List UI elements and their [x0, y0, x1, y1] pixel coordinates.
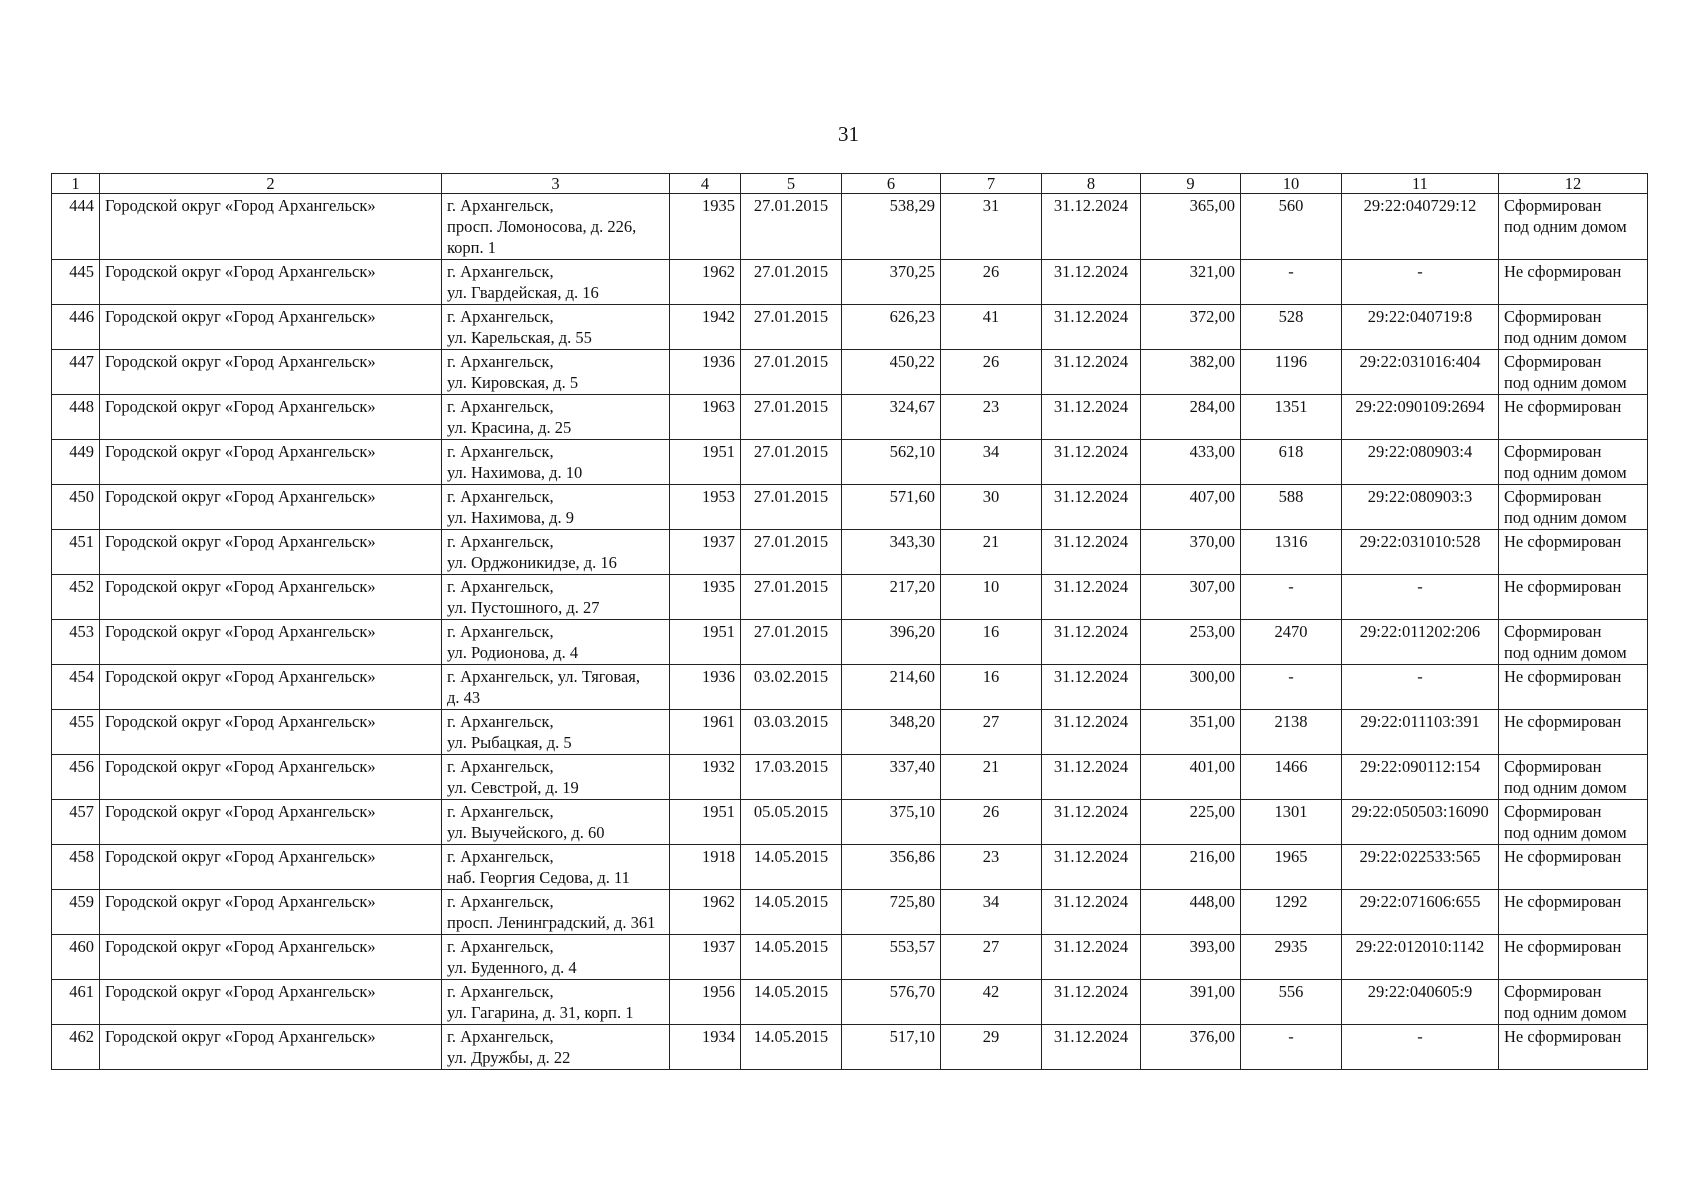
cadastral-number-cell: 29:22:031010:528	[1342, 530, 1499, 575]
residents-count-cell: 27	[941, 935, 1042, 980]
recognition-date-cell: 27.01.2015	[741, 530, 842, 575]
area-cell: 576,70	[842, 980, 941, 1025]
municipality-cell: Городской округ «Город Архангельск»	[100, 575, 442, 620]
column-9-value-cell: 393,00	[1141, 935, 1241, 980]
year-built-cell: 1934	[670, 1025, 741, 1070]
land-plot-status-cell: Сформирован под одним домом	[1499, 755, 1648, 800]
residents-count-cell: 41	[941, 305, 1042, 350]
address-cell: г. Архангельск, ул. Севстрой, д. 19	[442, 755, 670, 800]
municipality-cell: Городской округ «Город Архангельск»	[100, 395, 442, 440]
table-row	[52, 305, 1648, 350]
area-cell: 571,60	[842, 485, 941, 530]
area-cell: 562,10	[842, 440, 941, 485]
cadastral-number-cell: 29:22:011202:206	[1342, 620, 1499, 665]
land-area-cell: -	[1241, 575, 1342, 620]
land-area-cell: 528	[1241, 305, 1342, 350]
year-built-cell: 1951	[670, 800, 741, 845]
cadastral-number-cell: 29:22:031016:404	[1342, 350, 1499, 395]
year-built-cell: 1963	[670, 395, 741, 440]
municipality-cell: Городской округ «Город Архангельск»	[100, 755, 442, 800]
cadastral-number-cell: -	[1342, 665, 1499, 710]
residents-count-cell: 30	[941, 485, 1042, 530]
address-cell: г. Архангельск, наб. Георгия Седова, д. 11	[442, 845, 670, 890]
address-cell: г. Архангельск, ул. Пустошного, д. 27	[442, 575, 670, 620]
land-area-cell: 1301	[1241, 800, 1342, 845]
cadastral-number-cell: 29:22:040605:9	[1342, 980, 1499, 1025]
address-cell: г. Архангельск, ул. Дружбы, д. 22	[442, 1025, 670, 1070]
table-row	[52, 620, 1648, 665]
residents-count-cell: 42	[941, 980, 1042, 1025]
address-cell: г. Архангельск, ул. Карельская, д. 55	[442, 305, 670, 350]
row-number: 460	[52, 935, 100, 980]
table-row	[52, 710, 1648, 755]
resettlement-deadline-cell: 31.12.2024	[1042, 260, 1141, 305]
column-9-value-cell: 284,00	[1141, 395, 1241, 440]
recognition-date-cell: 27.01.2015	[741, 620, 842, 665]
cadastral-number-cell: -	[1342, 575, 1499, 620]
column-header: 2	[100, 174, 442, 194]
residents-count-cell: 26	[941, 260, 1042, 305]
residents-count-cell: 10	[941, 575, 1042, 620]
address-cell: г. Архангельск, ул. Нахимова, д. 10	[442, 440, 670, 485]
column-header: 9	[1141, 174, 1241, 194]
land-area-cell: 2470	[1241, 620, 1342, 665]
address-cell: г. Архангельск, просп. Ломоносова, д. 226, корп. 1	[442, 194, 670, 260]
address-cell: г. Архангельск, ул. Гагарина, д. 31, корп. 1	[442, 980, 670, 1025]
land-area-cell: 556	[1241, 980, 1342, 1025]
residents-count-cell: 21	[941, 755, 1042, 800]
row-number: 444	[52, 194, 100, 260]
resettlement-deadline-cell: 31.12.2024	[1042, 755, 1141, 800]
resettlement-deadline-cell: 31.12.2024	[1042, 575, 1141, 620]
column-9-value-cell: 401,00	[1141, 755, 1241, 800]
area-cell: 356,86	[842, 845, 941, 890]
column-header: 5	[741, 174, 842, 194]
table-row	[52, 935, 1648, 980]
table-row	[52, 260, 1648, 305]
resettlement-deadline-cell: 31.12.2024	[1042, 1025, 1141, 1070]
resettlement-deadline-cell: 31.12.2024	[1042, 530, 1141, 575]
cadastral-number-cell: -	[1342, 1025, 1499, 1070]
row-number: 446	[52, 305, 100, 350]
column-header: 7	[941, 174, 1042, 194]
column-header: 10	[1241, 174, 1342, 194]
land-plot-status-cell: Не сформирован	[1499, 1025, 1648, 1070]
land-area-cell: 2935	[1241, 935, 1342, 980]
land-plot-status-cell: Сформирован под одним домом	[1499, 194, 1648, 260]
land-area-cell: -	[1241, 665, 1342, 710]
area-cell: 217,20	[842, 575, 941, 620]
recognition-date-cell: 17.03.2015	[741, 755, 842, 800]
table-row	[52, 485, 1648, 530]
column-9-value-cell: 382,00	[1141, 350, 1241, 395]
land-area-cell: -	[1241, 260, 1342, 305]
resettlement-deadline-cell: 31.12.2024	[1042, 935, 1141, 980]
recognition-date-cell: 27.01.2015	[741, 395, 842, 440]
year-built-cell: 1942	[670, 305, 741, 350]
area-cell: 324,67	[842, 395, 941, 440]
resettlement-deadline-cell: 31.12.2024	[1042, 194, 1141, 260]
column-header: 4	[670, 174, 741, 194]
column-9-value-cell: 351,00	[1141, 710, 1241, 755]
cadastral-number-cell: 29:22:050503:16090	[1342, 800, 1499, 845]
land-plot-status-cell: Не сформирован	[1499, 530, 1648, 575]
cadastral-number-cell: 29:22:080903:3	[1342, 485, 1499, 530]
land-area-cell: 2138	[1241, 710, 1342, 755]
row-number: 462	[52, 1025, 100, 1070]
land-area-cell: 1292	[1241, 890, 1342, 935]
area-cell: 343,30	[842, 530, 941, 575]
column-9-value-cell: 407,00	[1141, 485, 1241, 530]
recognition-date-cell: 14.05.2015	[741, 935, 842, 980]
recognition-date-cell: 14.05.2015	[741, 980, 842, 1025]
area-cell: 553,57	[842, 935, 941, 980]
column-header: 12	[1499, 174, 1648, 194]
land-plot-status-cell: Не сформирован	[1499, 665, 1648, 710]
address-cell: г. Архангельск, ул. Кировская, д. 5	[442, 350, 670, 395]
table-row	[52, 980, 1648, 1025]
recognition-date-cell: 14.05.2015	[741, 845, 842, 890]
column-header: 6	[842, 174, 941, 194]
recognition-date-cell: 27.01.2015	[741, 440, 842, 485]
cadastral-number-cell: 29:22:011103:391	[1342, 710, 1499, 755]
address-cell: г. Архангельск, ул. Выучейского, д. 60	[442, 800, 670, 845]
row-number: 454	[52, 665, 100, 710]
cadastral-number-cell: 29:22:022533:565	[1342, 845, 1499, 890]
row-number: 453	[52, 620, 100, 665]
year-built-cell: 1932	[670, 755, 741, 800]
row-number: 450	[52, 485, 100, 530]
column-9-value-cell: 225,00	[1141, 800, 1241, 845]
municipality-cell: Городской округ «Город Архангельск»	[100, 305, 442, 350]
year-built-cell: 1937	[670, 935, 741, 980]
land-plot-status-cell: Сформирован под одним домом	[1499, 800, 1648, 845]
residents-count-cell: 16	[941, 665, 1042, 710]
residents-count-cell: 16	[941, 620, 1042, 665]
address-cell: г. Архангельск, просп. Ленинградский, д. 361	[442, 890, 670, 935]
municipality-cell: Городской округ «Город Архангельск»	[100, 350, 442, 395]
land-plot-status-cell: Сформирован под одним домом	[1499, 440, 1648, 485]
municipality-cell: Городской округ «Город Архангельск»	[100, 845, 442, 890]
resettlement-deadline-cell: 31.12.2024	[1042, 890, 1141, 935]
row-number: 458	[52, 845, 100, 890]
residents-count-cell: 26	[941, 350, 1042, 395]
row-number: 457	[52, 800, 100, 845]
municipality-cell: Городской округ «Город Архангельск»	[100, 800, 442, 845]
land-area-cell: 560	[1241, 194, 1342, 260]
row-number: 447	[52, 350, 100, 395]
land-area-cell: 588	[1241, 485, 1342, 530]
table-row	[52, 530, 1648, 575]
resettlement-deadline-cell: 31.12.2024	[1042, 710, 1141, 755]
land-area-cell: 618	[1241, 440, 1342, 485]
address-cell: г. Архангельск, ул. Тяговая, д. 43	[442, 665, 670, 710]
cadastral-number-cell: 29:22:090112:154	[1342, 755, 1499, 800]
year-built-cell: 1962	[670, 260, 741, 305]
resettlement-deadline-cell: 31.12.2024	[1042, 620, 1141, 665]
cadastral-number-cell: 29:22:071606:655	[1342, 890, 1499, 935]
row-number: 451	[52, 530, 100, 575]
resettlement-deadline-cell: 31.12.2024	[1042, 845, 1141, 890]
column-number-header-row	[52, 174, 1648, 194]
year-built-cell: 1936	[670, 665, 741, 710]
recognition-date-cell: 27.01.2015	[741, 194, 842, 260]
year-built-cell: 1918	[670, 845, 741, 890]
land-area-cell: 1351	[1241, 395, 1342, 440]
residents-count-cell: 26	[941, 800, 1042, 845]
year-built-cell: 1956	[670, 980, 741, 1025]
recognition-date-cell: 27.01.2015	[741, 485, 842, 530]
column-9-value-cell: 307,00	[1141, 575, 1241, 620]
address-cell: г. Архангельск, ул. Нахимова, д. 9	[442, 485, 670, 530]
table-row	[52, 845, 1648, 890]
cadastral-number-cell: 29:22:012010:1142	[1342, 935, 1499, 980]
table-row	[52, 575, 1648, 620]
residents-count-cell: 27	[941, 710, 1042, 755]
recognition-date-cell: 27.01.2015	[741, 575, 842, 620]
residents-count-cell: 23	[941, 845, 1042, 890]
table-row	[52, 890, 1648, 935]
row-number: 448	[52, 395, 100, 440]
municipality-cell: Городской округ «Город Архангельск»	[100, 980, 442, 1025]
recognition-date-cell: 14.05.2015	[741, 1025, 842, 1070]
land-area-cell: 1466	[1241, 755, 1342, 800]
column-header: 1	[52, 174, 100, 194]
table-row	[52, 1025, 1648, 1070]
column-9-value-cell: 300,00	[1141, 665, 1241, 710]
recognition-date-cell: 05.05.2015	[741, 800, 842, 845]
land-plot-status-cell: Не сформирован	[1499, 575, 1648, 620]
table-row	[52, 755, 1648, 800]
column-9-value-cell: 376,00	[1141, 1025, 1241, 1070]
resettlement-deadline-cell: 31.12.2024	[1042, 485, 1141, 530]
address-cell: г. Архангельск, ул. Гвардейская, д. 16	[442, 260, 670, 305]
table-row	[52, 440, 1648, 485]
year-built-cell: 1951	[670, 440, 741, 485]
table-row	[52, 395, 1648, 440]
land-plot-status-cell: Не сформирован	[1499, 260, 1648, 305]
page-number: 31	[838, 122, 859, 146]
table-row	[52, 350, 1648, 395]
cadastral-number-cell: 29:22:080903:4	[1342, 440, 1499, 485]
year-built-cell: 1953	[670, 485, 741, 530]
row-number: 449	[52, 440, 100, 485]
column-9-value-cell: 253,00	[1141, 620, 1241, 665]
year-built-cell: 1962	[670, 890, 741, 935]
year-built-cell: 1936	[670, 350, 741, 395]
resettlement-deadline-cell: 31.12.2024	[1042, 440, 1141, 485]
column-9-value-cell: 216,00	[1141, 845, 1241, 890]
municipality-cell: Городской округ «Город Архангельск»	[100, 194, 442, 260]
address-cell: г. Архангельск, ул. Буденного, д. 4	[442, 935, 670, 980]
row-number: 452	[52, 575, 100, 620]
address-cell: г. Архангельск, ул. Орджоникидзе, д. 16	[442, 530, 670, 575]
land-plot-status-cell: Сформирован под одним домом	[1499, 620, 1648, 665]
resettlement-deadline-cell: 31.12.2024	[1042, 305, 1141, 350]
year-built-cell: 1951	[670, 620, 741, 665]
land-plot-status-cell: Сформирован под одним домом	[1499, 485, 1648, 530]
year-built-cell: 1937	[670, 530, 741, 575]
table-row	[52, 194, 1648, 260]
resettlement-deadline-cell: 31.12.2024	[1042, 665, 1141, 710]
address-cell: г. Архангельск, ул. Рыбацкая, д. 5	[442, 710, 670, 755]
table-row	[52, 665, 1648, 710]
column-9-value-cell: 372,00	[1141, 305, 1241, 350]
area-cell: 450,22	[842, 350, 941, 395]
resettlement-deadline-cell: 31.12.2024	[1042, 395, 1141, 440]
area-cell: 517,10	[842, 1025, 941, 1070]
municipality-cell: Городской округ «Город Архангельск»	[100, 260, 442, 305]
area-cell: 375,10	[842, 800, 941, 845]
table-body	[52, 174, 1648, 1070]
resettlement-deadline-cell: 31.12.2024	[1042, 800, 1141, 845]
area-cell: 214,60	[842, 665, 941, 710]
area-cell: 626,23	[842, 305, 941, 350]
residents-count-cell: 29	[941, 1025, 1042, 1070]
land-plot-status-cell: Не сформирован	[1499, 845, 1648, 890]
area-cell: 348,20	[842, 710, 941, 755]
column-header: 11	[1342, 174, 1499, 194]
municipality-cell: Городской округ «Город Архангельск»	[100, 530, 442, 575]
address-cell: г. Архангельск, ул. Красина, д. 25	[442, 395, 670, 440]
municipality-cell: Городской округ «Город Архангельск»	[100, 620, 442, 665]
land-plot-status-cell: Не сформирован	[1499, 395, 1648, 440]
table-row	[52, 800, 1648, 845]
resettlement-deadline-cell: 31.12.2024	[1042, 350, 1141, 395]
area-cell: 370,25	[842, 260, 941, 305]
land-plot-status-cell: Не сформирован	[1499, 710, 1648, 755]
land-plot-status-cell: Сформирован под одним домом	[1499, 980, 1648, 1025]
column-9-value-cell: 365,00	[1141, 194, 1241, 260]
row-number: 461	[52, 980, 100, 1025]
cadastral-number-cell: 29:22:090109:2694	[1342, 395, 1499, 440]
column-header: 3	[442, 174, 670, 194]
municipality-cell: Городской округ «Город Архангельск»	[100, 710, 442, 755]
area-cell: 396,20	[842, 620, 941, 665]
housing-registry-table	[51, 173, 1648, 1070]
cadastral-number-cell: 29:22:040719:8	[1342, 305, 1499, 350]
row-number: 455	[52, 710, 100, 755]
row-number: 459	[52, 890, 100, 935]
row-number: 445	[52, 260, 100, 305]
land-area-cell: -	[1241, 1025, 1342, 1070]
land-area-cell: 1965	[1241, 845, 1342, 890]
column-9-value-cell: 391,00	[1141, 980, 1241, 1025]
year-built-cell: 1961	[670, 710, 741, 755]
cadastral-number-cell: 29:22:040729:12	[1342, 194, 1499, 260]
municipality-cell: Городской округ «Город Архангельск»	[100, 665, 442, 710]
residents-count-cell: 34	[941, 440, 1042, 485]
recognition-date-cell: 03.03.2015	[741, 710, 842, 755]
municipality-cell: Городской округ «Город Архангельск»	[100, 890, 442, 935]
municipality-cell: Городской округ «Город Архангельск»	[100, 1025, 442, 1070]
area-cell: 538,29	[842, 194, 941, 260]
resettlement-deadline-cell: 31.12.2024	[1042, 980, 1141, 1025]
column-header: 8	[1042, 174, 1141, 194]
address-cell: г. Архангельск, ул. Родионова, д. 4	[442, 620, 670, 665]
recognition-date-cell: 14.05.2015	[741, 890, 842, 935]
year-built-cell: 1935	[670, 575, 741, 620]
column-9-value-cell: 370,00	[1141, 530, 1241, 575]
row-number: 456	[52, 755, 100, 800]
land-plot-status-cell: Сформирован под одним домом	[1499, 305, 1648, 350]
land-plot-status-cell: Не сформирован	[1499, 890, 1648, 935]
land-area-cell: 1316	[1241, 530, 1342, 575]
column-9-value-cell: 433,00	[1141, 440, 1241, 485]
cadastral-number-cell: -	[1342, 260, 1499, 305]
recognition-date-cell: 27.01.2015	[741, 305, 842, 350]
area-cell: 337,40	[842, 755, 941, 800]
residents-count-cell: 21	[941, 530, 1042, 575]
residents-count-cell: 31	[941, 194, 1042, 260]
year-built-cell: 1935	[670, 194, 741, 260]
land-area-cell: 1196	[1241, 350, 1342, 395]
land-plot-status-cell: Не сформирован	[1499, 935, 1648, 980]
area-cell: 725,80	[842, 890, 941, 935]
municipality-cell: Городской округ «Город Архангельск»	[100, 440, 442, 485]
municipality-cell: Городской округ «Город Архангельск»	[100, 485, 442, 530]
recognition-date-cell: 27.01.2015	[741, 350, 842, 395]
land-plot-status-cell: Сформирован под одним домом	[1499, 350, 1648, 395]
recognition-date-cell: 03.02.2015	[741, 665, 842, 710]
column-9-value-cell: 321,00	[1141, 260, 1241, 305]
residents-count-cell: 34	[941, 890, 1042, 935]
municipality-cell: Городской округ «Город Архангельск»	[100, 935, 442, 980]
recognition-date-cell: 27.01.2015	[741, 260, 842, 305]
column-9-value-cell: 448,00	[1141, 890, 1241, 935]
residents-count-cell: 23	[941, 395, 1042, 440]
